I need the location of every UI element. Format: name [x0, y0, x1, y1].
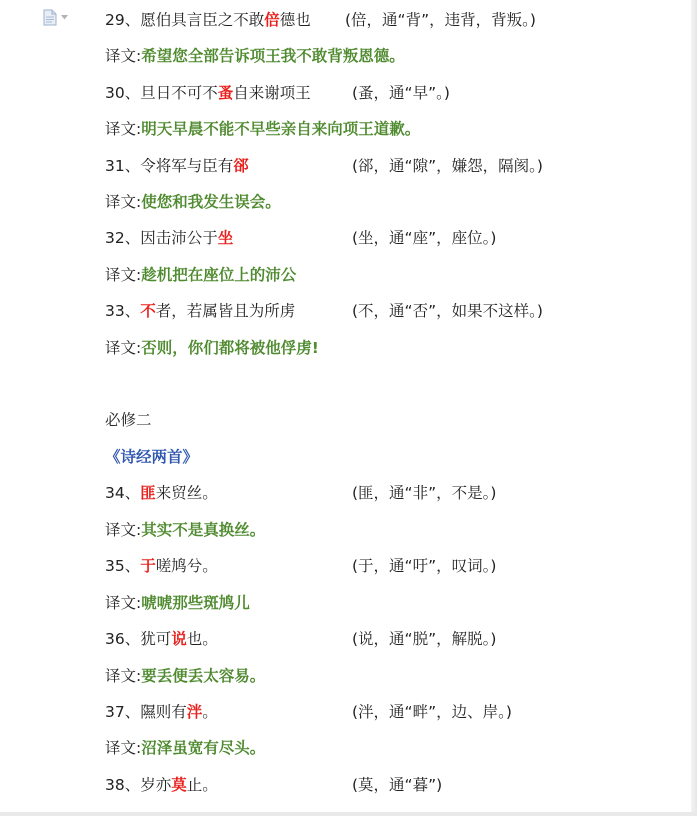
translation-label: 译文:	[105, 47, 142, 65]
translation-line	[105, 118, 420, 140]
translation-label: 译文:	[105, 594, 142, 612]
chevron-down-icon	[61, 15, 68, 20]
variant-character: 莫	[171, 776, 187, 794]
entry-note: (于，通“吁”，叹词。)	[352, 557, 497, 575]
entry-text-before: 令将军与臣有	[140, 157, 234, 175]
entry-note: (倍，通“背”，违背，背叛。)	[345, 11, 536, 29]
paragraph-marker[interactable]	[43, 9, 68, 26]
translation-line	[105, 337, 319, 359]
entry-number: 33、	[105, 302, 141, 320]
variant-character: 倍	[264, 11, 280, 29]
entry-text-before: 旦日不可不	[140, 84, 218, 102]
translation-text: 否则，你们都将被他俘虏!	[141, 339, 319, 357]
entry-number: 36、	[105, 630, 141, 648]
translation-line	[105, 264, 296, 286]
translation-label: 译文:	[105, 339, 142, 357]
entry-text-after: 自来谢项王	[233, 84, 311, 102]
variant-character: 不	[140, 302, 156, 320]
entry-number: 37、	[105, 703, 141, 721]
variant-character: 说	[171, 630, 187, 648]
entry-number: 38、	[105, 776, 141, 794]
lesson-title: 《诗经两首》	[105, 448, 199, 466]
translation-label: 译文:	[105, 667, 142, 685]
translation-text: 明天早晨不能不早些亲自来向项王道歉。	[141, 120, 421, 138]
translation-text: 要丢便丢太容易。	[141, 667, 266, 685]
entry-note: (说，通“脱”，解脱。)	[352, 630, 497, 648]
entry-text-after: 者，若属皆且为所虏	[155, 302, 296, 320]
variant-character: 匪	[140, 484, 156, 502]
entry-number: 35、	[105, 557, 141, 575]
entry-text-after: 来贸丝。	[155, 484, 218, 502]
variant-character: 蚤	[217, 84, 234, 102]
translation-text: 唬唬那些斑鸠儿	[141, 594, 250, 612]
entry-text-after: 。	[202, 703, 218, 721]
variant-character: 郤	[233, 157, 249, 175]
translation-label: 译文:	[105, 266, 142, 284]
page-right-edge	[691, 0, 697, 816]
entry-number: 30、	[105, 84, 141, 102]
entry-number: 31、	[105, 157, 141, 175]
entry-note: (坐，通“座”，座位。)	[352, 229, 497, 247]
entry-text-before: 隰则有	[140, 703, 187, 721]
entry-note: (蚤，通“早”。)	[352, 84, 450, 102]
translation-text: 趁机把在座位上的沛公	[141, 266, 297, 284]
document-icon	[43, 9, 57, 26]
translation-label: 译文:	[105, 193, 142, 211]
entry-number: 32、	[105, 229, 141, 247]
page-bottom-edge	[0, 812, 697, 816]
entry-note: (莫，通“暮”)	[352, 776, 443, 794]
section-heading: 必修二	[105, 411, 152, 429]
translation-line	[105, 665, 265, 687]
entry-text-before: 犹可	[140, 630, 172, 648]
translation-text: 沼泽虽宽有尽头。	[141, 739, 266, 757]
entry-note: (匪，通“非”，不是。)	[352, 484, 497, 502]
entry-note: (不，通“否”，如果不这样。)	[352, 302, 543, 320]
translation-label: 译文:	[105, 521, 142, 539]
entry-note: (郤，通“隙”，嫌怨，隔阂。)	[352, 157, 543, 175]
entry-text-before: 愿伯具言臣之不敢	[140, 11, 265, 29]
translation-line	[105, 519, 265, 541]
entry-text-after: 止。	[186, 776, 218, 794]
entry-text-after: 德也	[279, 11, 311, 29]
variant-character: 坐	[217, 229, 234, 247]
translation-label: 译文:	[105, 739, 142, 757]
translation-line	[105, 737, 265, 759]
entry-number: 29、	[105, 11, 141, 29]
entry-text-after: 也。	[186, 630, 218, 648]
translation-line	[105, 592, 250, 614]
translation-text: 其实不是真换丝。	[141, 521, 266, 539]
translation-label: 译文:	[105, 120, 142, 138]
entry-text-before: 岁亦	[140, 776, 172, 794]
entry-note: (泮，通“畔”，边、岸。)	[352, 703, 512, 721]
entry-text-after: 嗟鸠兮。	[155, 557, 218, 575]
translation-line	[105, 45, 405, 67]
variant-character: 于	[140, 557, 156, 575]
translation-line	[105, 191, 281, 213]
translation-text: 使您和我发生误会。	[141, 193, 281, 211]
variant-character: 泮	[186, 703, 203, 721]
entry-number: 34、	[105, 484, 141, 502]
translation-text: 希望您全部告诉项王我不敢背叛恩德。	[141, 47, 405, 65]
entry-text-before: 因击沛公于	[140, 229, 218, 247]
